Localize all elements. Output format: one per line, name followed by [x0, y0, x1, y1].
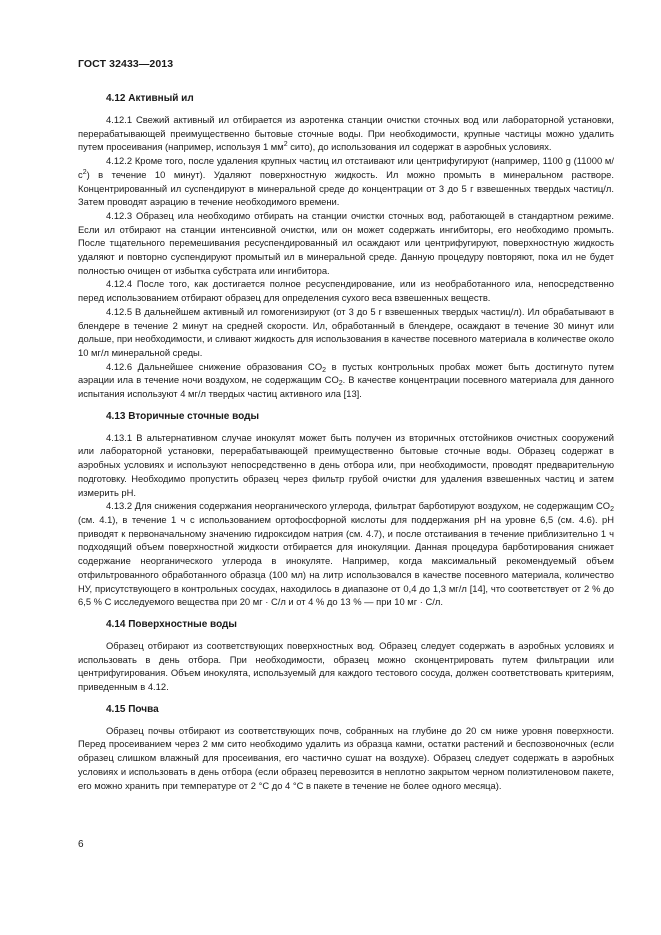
paragraph-4-12-2: 4.12.2 Кроме того, после удаления крупных частиц ил отстаивают или центрифугируют (например, 1100 g (11000 $м/с^2$) в течение 10 минут). Удаляют поверхностную жидкость. Ил можно промыть в минеральном растворе. Концентрированный ил суспендируют в минеральной среде до концентрации от 3 до 5 г взвешенных твердых частиц/л. Затем проводят аэрацию в течение необходимого времени.: [78, 155, 614, 208]
section-4-15: [78, 703, 614, 793]
section-title: 4.14 Поверхностные воды: [106, 618, 237, 630]
paragraph-4-12-6: 4.12.6 Дальнейшее снижение образования $CO_2$ в пустых контрольных пробах может быть достигнуто путем аэрации ила в течение ночи воздухом, не содержащим $CO_2$. В качестве концентрации посевного материала для данного испытания используют 4 мг/л твердых частиц активного ила [13].: [78, 360, 614, 400]
document-page: [78, 58, 614, 801]
section-title: 4.13 Вторичные сточные воды: [106, 410, 259, 422]
section-4-12: [78, 92, 614, 401]
paragraph-4-13-1: 4.13.1 В альтернативном случае инокулят может быть получен из вторичных отстойников очистных сооружений или лабораторной установки, перерабатывающей преимущественно бытовые сточные воды. Образец содержат в аэробных условиях и используют непосредственно в день отбора или, при необходимости, проводят предварительную подготовку. Необходимо пропустить образец через фильтр грубой очистки для удаления взвешенных частиц и затем измерить pH.: [78, 431, 614, 498]
paragraph-4-13-2: 4.13.2 Для снижения содержания неорганического углерода, фильтрат барботируют воздухом, не содержащим $CO_2$ (см. 4.1), в течение 1 ч с использованием ортофосфорной кислоты для поддержания pH на уровне 6,5 (см. 4.6). pH приводят к первоначальному значению гидроксидом натрия (см. 4.7), и после отстаивания в течение приблизительно 1 ч подходящий объем поверхностной жидкости отбирается для инокуляции. Данная процедура барботирования снижает содержание неорганического углерода в инокуляте. Например, когда максимальный рекомендуемый объем отфильтрованного обработанного образца (100 мл) на литр использовался в качестве посевного материала, количество НУ, присутствующего в контрольных сосудах, находилось в диапазоне от 0,4 до 1,3 мг/л [14], что соответствует от 2 % до 6,5 % С исследуемого вещества при 20 мг · С/л и от 4 % до 13 % — при 10 мг · С/л.: [78, 500, 614, 608]
paragraph-4-12-5: 4.12.5 В дальнейшем активный ил гомогенизируют (от 3 до 5 г взвешенных твердых частиц/л). Ил обрабатывают в блендере в течение 2 минут на средней скорости. Ил, обработанный в блендере, осаждают в течение 30 минут или дольше, при необходимости, и сливают жидкость для использования в качестве посевного материала в количестве около 10 мг/л минеральной среды.: [78, 305, 614, 358]
section-title: 4.15 Почва: [106, 703, 159, 715]
paragraph-4-12-4: 4.12.4 После того, как достигается полное ресуспендирование, или из необработанного ила, непосредственно перед использованием отбирают образец для определения сухого веса взвешенных веществ.: [78, 278, 614, 304]
paragraph-4-12-1: 4.12.1 Свежий активный ил отбирается из аэротенка станции очистки сточных вод или лабораторной установки, перерабатывающей преимущественно бытовые сточные воды. При необходимости, крупные частицы можно удалить путем просеивания (например, используя 1 $мм^2$ сито), до использования ил содержат в аэробных условиях.: [78, 114, 614, 153]
section-4-13: [78, 410, 614, 609]
paragraph-4-15: Образец почвы отбирают из соответствующих почв, собранных на глубине до 20 см ниже уровня поверхности. Перед просеиванием через 2 мм сито необходимо удалить из образца камни, остатки растений и беспозвоночных (если образец слишком влажный для просеивания, его частично сушат на воздухе). Образец следует содержать в аэробных условиях и использовать в день отбора (если образец перевозится в неплотно закрытом черном полиэтиленовом пакете, его можно хранить при температуре от 2 °C до 4 °C в пакете в течение не более одного месяца).: [78, 724, 614, 791]
page-number: 6: [78, 839, 84, 850]
paragraph-4-14: Образец отбирают из соответствующих поверхностных вод. Образец следует содержать в аэробных условиях и использовать в день отбора. При необходимости, образец можно сконцентрировать путем фильтрации или центрифугирования. Объем инокулята, используемый для каждого тестового сосуда, должен соответствовать критериям, приведенным в 4.12.: [78, 639, 614, 693]
section-title: 4.12 Активный ил: [106, 93, 194, 104]
paragraph-4-12-3: 4.12.3 Образец ила необходимо отбирать на станции очистки сточных вод, работающей в стандартном режиме. Если ил отбирают на станции интенсивной очистки, или он может содержать ингибиторы, его необходимо промыть. После тщательного перемешивания ресуспендированный ил осаждают или центрифугируют, поверхностную жидкость удаляют и повторно суспендируют промытый ил в минеральной среде. Данную процедуру повторяют, пока ил не будет полностью очищен от избытка субстрата или ингибитора.: [78, 209, 614, 276]
section-4-14: [78, 618, 614, 694]
standard-header: ГОСТ 32433—2013: [78, 58, 174, 70]
